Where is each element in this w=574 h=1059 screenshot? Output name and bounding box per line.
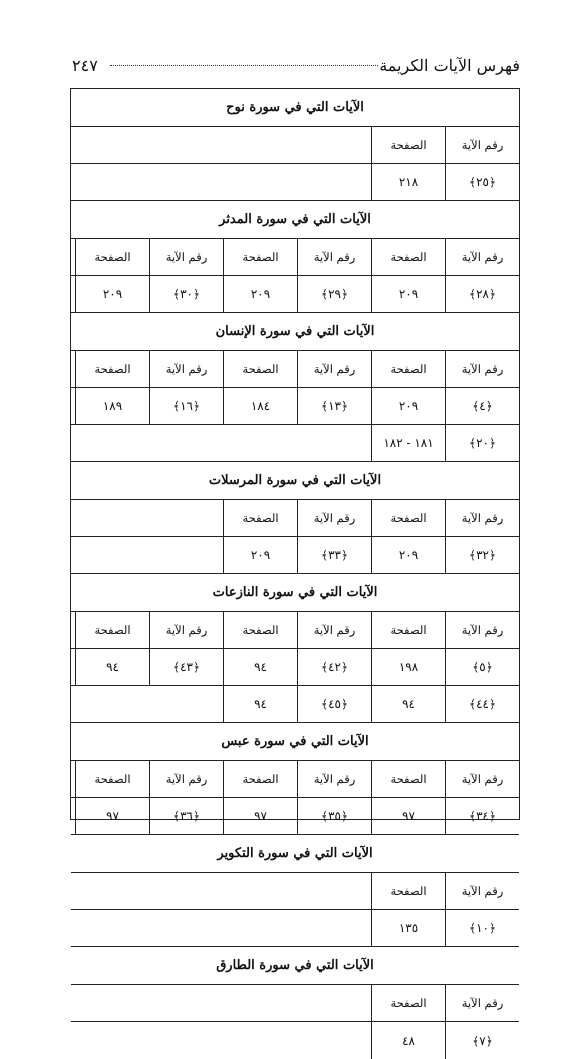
page-number-cell: ٩٧ [371,798,445,834]
table-header-row [71,351,519,388]
empty-cell [71,798,75,834]
surah-section-title: الآيات التي في سورة النازعات [71,574,519,612]
empty-cell [71,612,75,648]
verse-number-cell: ﴿٢٠﴾ [445,425,519,461]
page-header-cell: الصفحة [371,127,445,163]
page-number-cell: ١٩٨ [371,649,445,685]
verse-number-cell: ﴿٤٣﴾ [149,649,223,685]
table-row [71,276,519,313]
verse-number-header: رقم الآية [445,127,519,163]
verse-number-cell: ﴿٣٥﴾ [297,798,371,834]
table-row [71,798,519,835]
empty-cell [71,537,223,573]
empty-cell [71,985,371,1021]
table-row [71,537,519,574]
page-header-cell: الصفحة [223,239,297,275]
page-header-cell: الصفحة [75,612,149,648]
table-row [71,425,519,462]
page-header-cell: الصفحة [223,351,297,387]
page-header-cell: الصفحة [75,761,149,797]
verse-number-cell: ﴿٤٥﴾ [297,686,371,722]
surah-section-title: الآيات التي في سورة المدثر [71,201,519,239]
surah-section-title: الآيات التي في سورة التكوير [71,835,519,873]
empty-cell [71,1022,371,1059]
page-header [72,52,520,78]
table-header-row [71,873,519,910]
verse-number-header: رقم الآية [445,351,519,387]
page-header-cell: الصفحة [75,351,149,387]
page-header-cell: الصفحة [371,239,445,275]
verse-number-header: رقم الآية [445,612,519,648]
table-header-row [71,239,519,276]
table-row [71,910,519,947]
verse-number-header: رقم الآية [445,239,519,275]
empty-cell [71,388,75,424]
verse-number-cell: ﴿١٦﴾ [149,388,223,424]
verse-number-cell: ﴿٧﴾ [445,1022,519,1059]
verse-number-header: رقم الآية [445,761,519,797]
page-number-cell: ٩٧ [75,798,149,834]
verse-number-cell: ﴿٣٤﴾ [445,798,519,834]
empty-cell [71,910,371,946]
table-header-row [71,612,519,649]
page-number-cell: ٩٧ [223,798,297,834]
verse-number-header: رقم الآية [297,612,371,648]
verse-number-header: رقم الآية [149,612,223,648]
page-header-cell: الصفحة [371,500,445,536]
index-title: فهرس الآيات الكريمة [379,56,520,75]
verse-number-cell: ﴿٢٥﴾ [445,164,519,200]
table-row [71,388,519,425]
verse-number-cell: ﴿١٠﴾ [445,910,519,946]
page-number-cell: ٩٤ [371,686,445,722]
verse-number-cell: ﴿١٣﴾ [297,388,371,424]
page-header-cell: الصفحة [223,500,297,536]
verse-number-header: رقم الآية [149,351,223,387]
verse-number-header: رقم الآية [445,985,519,1021]
surah-section-title: الآيات التي في سورة الطارق [71,947,519,985]
page-number-cell: ٢٠٩ [223,537,297,573]
verse-number-header: رقم الآية [297,761,371,797]
page-number-cell: ٩٤ [75,649,149,685]
table-row [71,164,519,201]
page-number-cell: ٢٠٩ [371,276,445,312]
empty-cell [71,276,75,312]
page-number-cell: ٢٠٩ [75,276,149,312]
table-header-row [71,761,519,798]
surah-section-title: الآيات التي في سورة عبس [71,723,519,761]
page-number-cell: ٩٤ [223,686,297,722]
page-number: ٢٤٧ [72,56,98,75]
dotted-leader [110,65,378,66]
page-header-cell: الصفحة [75,239,149,275]
surah-section-title: الآيات التي في سورة نوح [71,89,519,127]
verse-number-header: رقم الآية [149,761,223,797]
empty-cell [71,164,371,200]
page-number-cell: ٢٠٩ [371,388,445,424]
page-header-cell: الصفحة [371,985,445,1021]
table-row [71,1022,519,1059]
surah-section-title: الآيات التي في سورة الإنسان [71,313,519,351]
page-number-cell: ٩٤ [223,649,297,685]
table-row [71,686,519,723]
verse-number-header: رقم الآية [297,351,371,387]
page-number-cell: ١٨١ - ١٨٢ [371,425,445,461]
empty-cell [71,500,223,536]
verses-index-table [70,88,520,1048]
page-header-cell: الصفحة [371,351,445,387]
page-header-cell: الصفحة [371,761,445,797]
page-number-cell: ١٨٤ [223,388,297,424]
empty-cell [71,425,371,461]
page-header-cell: الصفحة [371,612,445,648]
page-header-cell: الصفحة [223,761,297,797]
verse-number-cell: ﴿٣٣﴾ [297,537,371,573]
page-number-cell: ١٣٥ [371,910,445,946]
empty-cell [71,686,223,722]
page-header-cell: الصفحة [223,612,297,648]
page-number-cell: ٢١٨ [371,164,445,200]
verse-number-cell: ﴿٣٦﴾ [149,798,223,834]
page-number-cell: ٢٠٩ [371,537,445,573]
table-row [71,649,519,686]
table-header-row [71,127,519,164]
verse-number-cell: ﴿٥﴾ [445,649,519,685]
empty-cell [71,873,371,909]
page-header-cell: الصفحة [371,873,445,909]
verse-number-cell: ﴿٣٠﴾ [149,276,223,312]
verse-number-header: رقم الآية [445,500,519,536]
table-header-row [71,500,519,537]
surah-section-title: الآيات التي في سورة المرسلات [71,462,519,500]
verse-number-header: رقم الآية [297,239,371,275]
empty-cell [71,351,75,387]
verse-number-header: رقم الآية [297,500,371,536]
verse-number-cell: ﴿٢٩﴾ [297,276,371,312]
page-number-cell: ٤٨ [371,1022,445,1059]
verse-number-cell: ﴿٤﴾ [445,388,519,424]
verse-number-header: رقم الآية [149,239,223,275]
verse-number-cell: ﴿٢٨﴾ [445,276,519,312]
table-header-row [71,985,519,1022]
empty-cell [71,761,75,797]
verse-number-cell: ﴿٤٤﴾ [445,686,519,722]
verse-number-cell: ﴿٤٢﴾ [297,649,371,685]
empty-cell [71,239,75,275]
empty-cell [71,127,371,163]
page-number-cell: ٢٠٩ [223,276,297,312]
verse-number-header: رقم الآية [445,873,519,909]
verse-number-cell: ﴿٣٢﴾ [445,537,519,573]
empty-cell [71,649,75,685]
page-number-cell: ١٨٩ [75,388,149,424]
